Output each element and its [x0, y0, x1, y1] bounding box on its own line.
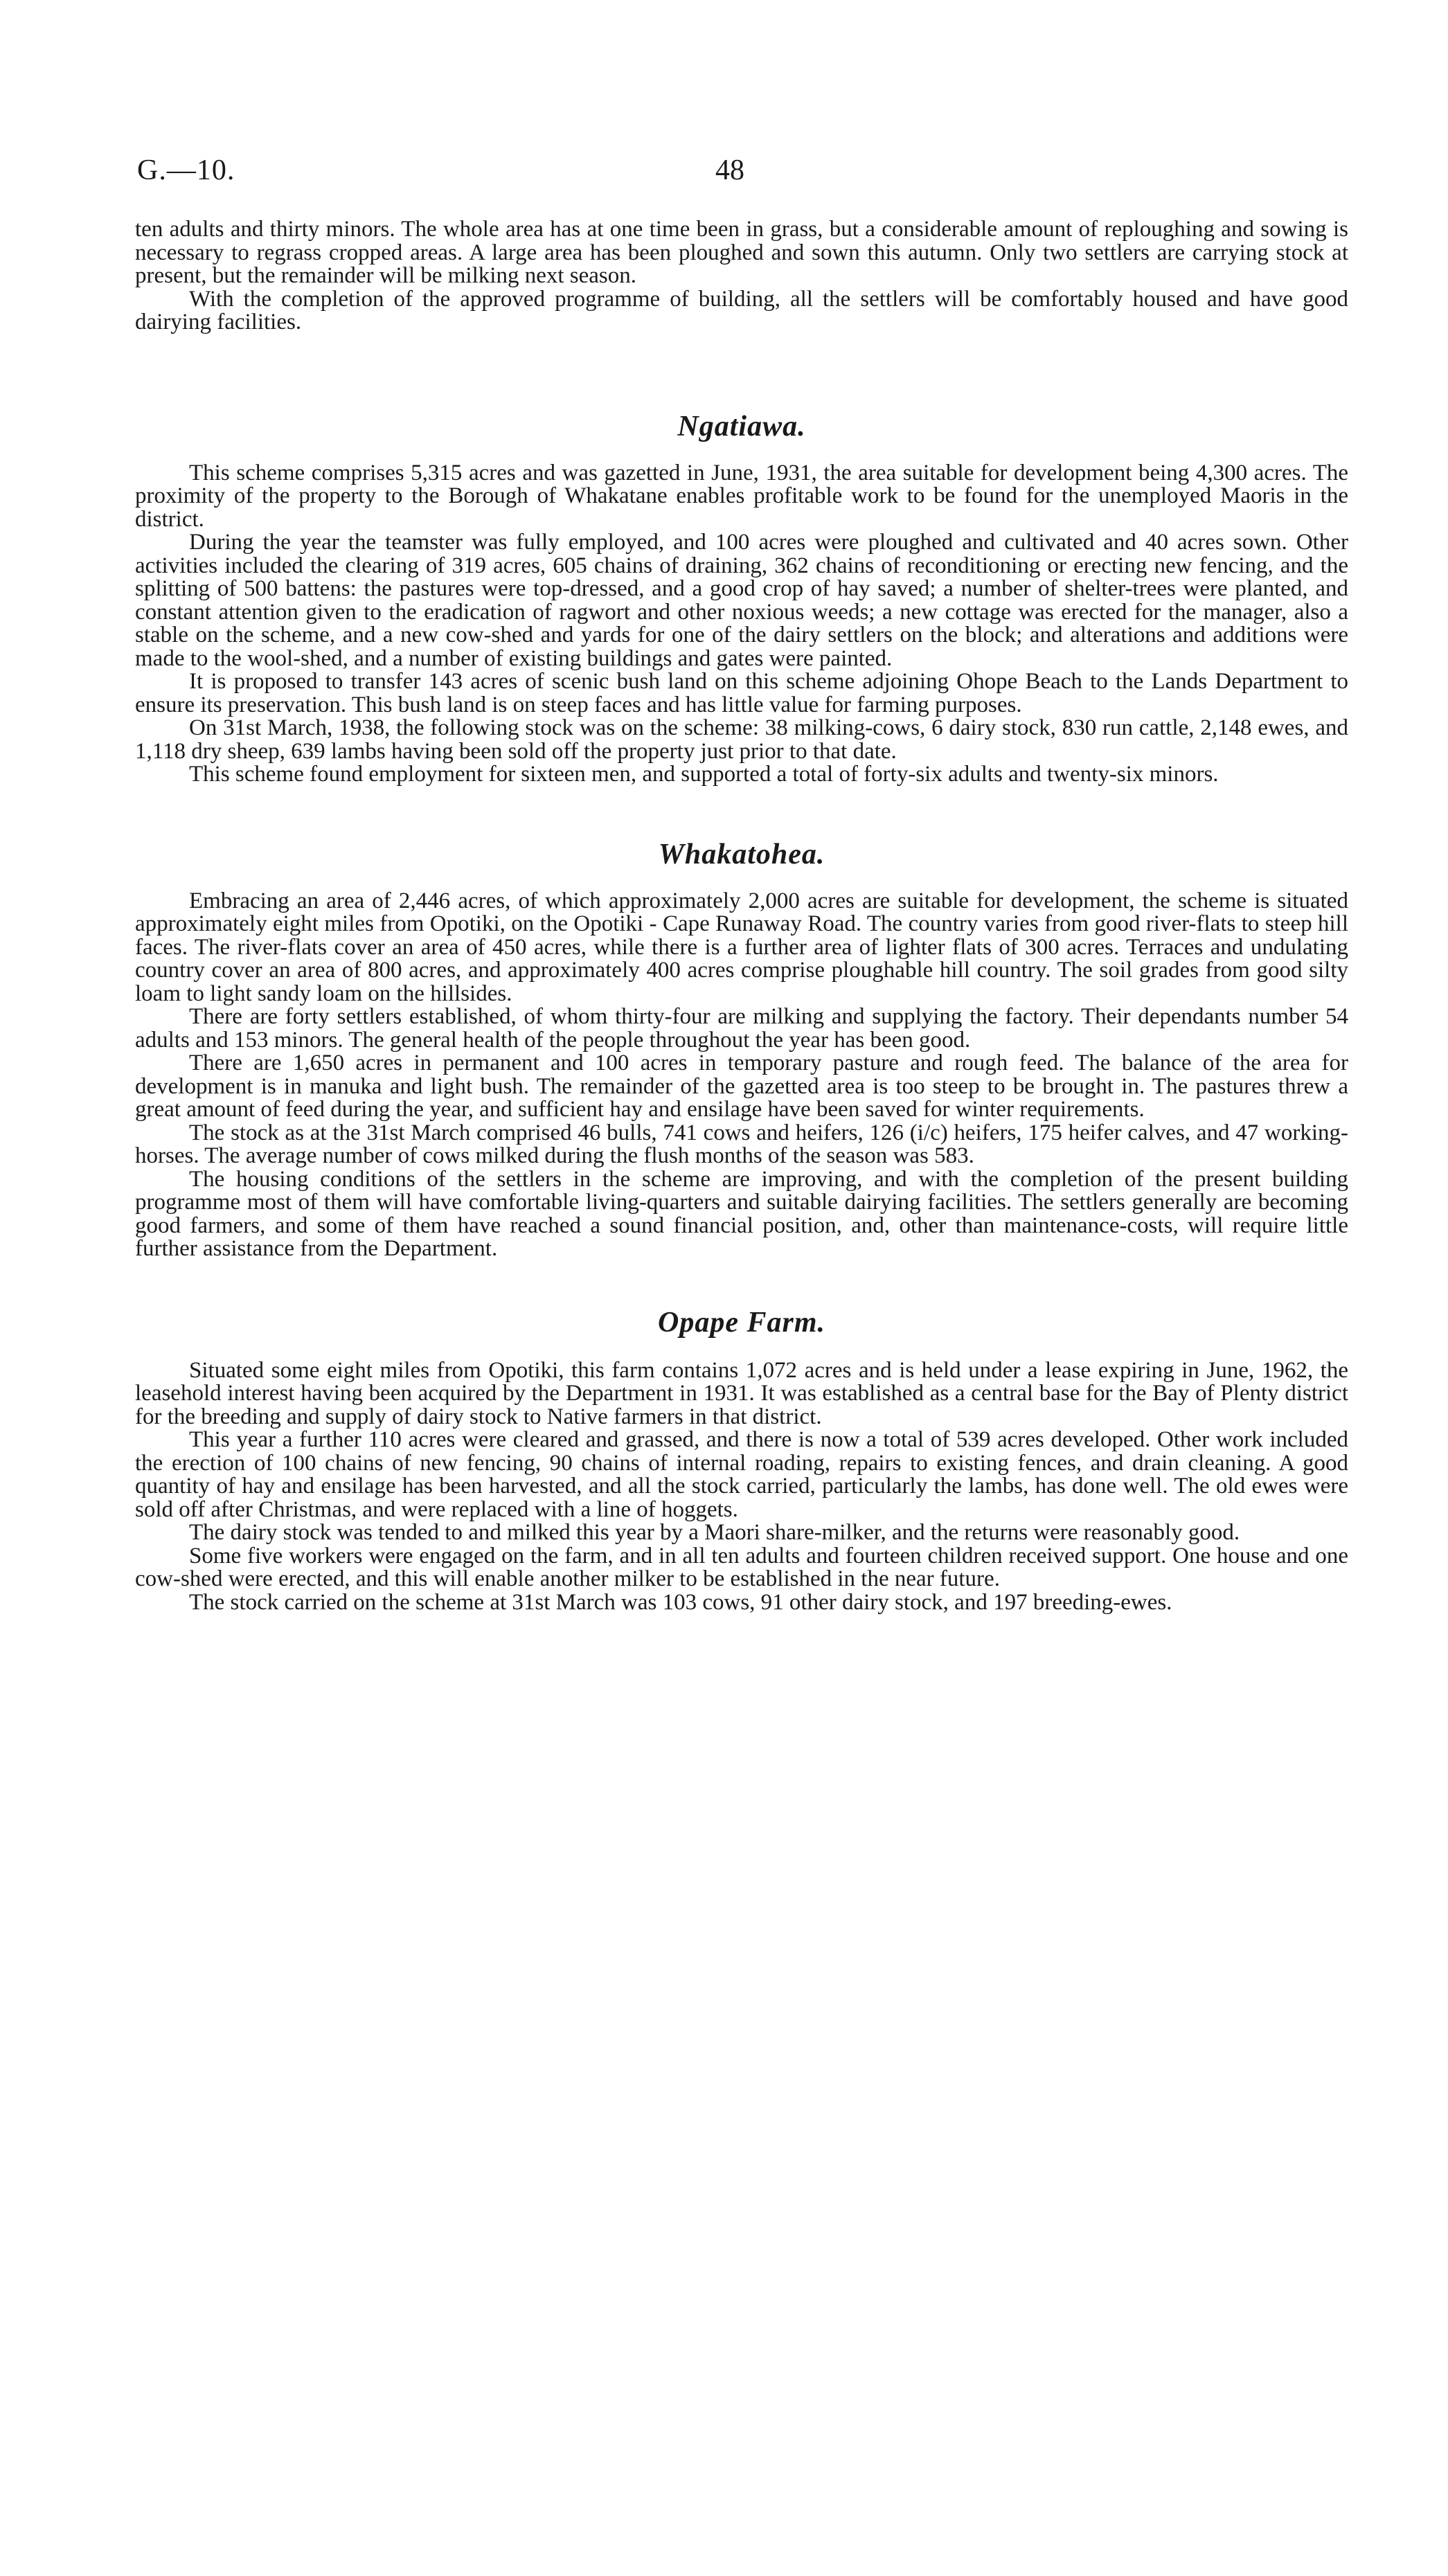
whakatohea-paragraph: There are forty settlers established, of whom thirty-four are milking and supplying the factory. Their dependants number 54 adults and 153 minors. The general health of the people throughout the year has been good. — [135, 1004, 1348, 1053]
section-heading-opape-farm: Opape Farm. — [658, 1306, 825, 1339]
opape-paragraph: The dairy stock was tended to and milked this year by a Maori share-milker, and the returns were reasonably good. — [189, 1520, 1240, 1545]
ngatiawa-paragraph: On 31st March, 1938, the following stock was on the scheme: 38 milking-cows, 6 dairy stock, 830 run cattle, 2,148 ewes, and 1,118 dry sheep, 639 lambs having been sold off the property just prior to that date. — [135, 715, 1348, 764]
ngatiawa-paragraph: It is proposed to transfer 143 acres of scenic bush land on this scheme adjoining Ohope Beach to the Lands Department to ensure its preservation. This bush land is on steep faces and has little value for farming purposes. — [135, 669, 1348, 717]
opape-paragraph: This year a further 110 acres were cleared and grassed, and there is now a total of 539 acres developed. Other work included the erection of 100 chains of new fencing, 90 chains of internal roading, repairs to existing fences, and drain cleaning. A good quantity of hay and ensilage has been harvested, and all the stock carried, particularly the lambs, has done well. The old ewes were sold off after Christmas, and were replaced with a line of hoggets. — [135, 1427, 1348, 1522]
intro-paragraph: With the completion of the approved programme of building, all the settlers will be comfortably housed and have good dairying facilities. — [135, 286, 1348, 334]
ngatiawa-paragraph: During the year the teamster was fully employed, and 100 acres were ploughed and cultivated and 40 acres sown. Other activities included the clearing of 319 acres, 605 chains of draining, 362 chains of reconditioning or erecting new fencing, and the splitting of 500 battens: the pastures were top-dressed, and a good crop of hay saved; a number of shelter-trees were planted, and constant attention given to the eradication of ragwort and other noxious weeds; a new cottage was erected for the manager, also a stable on the scheme, and a new cow-shed and yards for one of the dairy settlers on the block; and alterations and additions were made to the wool-shed, and a number of existing buildings and gates were painted. — [135, 530, 1348, 671]
whakatohea-paragraph: The stock as at the 31st March comprised 46 bulls, 741 cows and heifers, 126 (i/c) heifers, 175 heifer calves, and 47 working-horses. The average number of cows milked during the flush months of the season was 583. — [135, 1120, 1348, 1168]
document-reference: G.—10. — [137, 154, 235, 186]
page-number: 48 — [715, 154, 744, 186]
whakatohea-paragraph: There are 1,650 acres in permanent and 100 acres in temporary pasture and rough feed. The balance of the area for development is in manuka and light bush. The remainder of the gazetted area is too steep to be brought in. The pastures threw a great amount of feed during the year, and sufficient hay and ensilage have been saved for winter requirements. — [135, 1050, 1348, 1122]
opape-paragraph: The stock carried on the scheme at 31st March was 103 cows, 91 other dairy stock, and 197 breeding-ewes. — [189, 1589, 1172, 1615]
whakatohea-paragraph: Embracing an area of 2,446 acres, of which approximately 2,000 acres are suitable for development, the scheme is situated approximately eight miles from Opotiki, on the Opotiki - Cape Runaway Road. The country varies from good river-flats to steep hill faces. The river-flats cover an area of 450 acres, while there is a further area of lighter flats of 300 acres. Terraces and undulating country cover an area of 800 acres, and approximately 400 acres comprise ploughable hill country. The soil grades from good silty loam to light sandy loam on the hillsides. — [135, 888, 1348, 1006]
page-body — [135, 218, 1348, 1614]
intro-paragraph-continued: ten adults and thirty minors. The whole area has at one time been in grass, but a considerable amount of reploughing and sowing is necessary to regrass cropped areas. A large area has been ploughed and sown this autumn. Only two settlers are carrying stock at present, but the remainder will be milking next season. — [135, 217, 1348, 288]
ngatiawa-paragraph: This scheme found employment for sixteen men, and supported a total of forty-six adults and twenty-six minors. — [189, 762, 1219, 787]
ngatiawa-paragraph: This scheme comprises 5,315 acres and was gazetted in June, 1931, the area suitable for development being 4,300 acres. The proximity of the property to the Borough of Whakatane enables profitable work to be found for the unemployed Maoris in the district. — [135, 460, 1348, 532]
section-heading-whakatohea: Whakatohea. — [658, 838, 825, 870]
whakatohea-paragraph: The housing conditions of the settlers in the scheme are improving, and with the completion of the present building programme most of them will have comfortable living-quarters and suitable dairying facilities. The settlers generally are becoming good farmers, and some of them have reached a sound financial position, and, other than maintenance-costs, will require little further assistance from the Department. — [135, 1166, 1348, 1261]
opape-paragraph: Situated some eight miles from Opotiki, this farm contains 1,072 acres and is held under a lease expiring in June, 1962, the leasehold interest having been acquired by the Department in 1931. It was established as a central base for the Bay of Plenty district for the breeding and supply of dairy stock to Native farmers in that district. — [135, 1357, 1348, 1429]
section-heading-ngatiawa: Ngatiawa. — [677, 410, 806, 442]
page-header — [137, 154, 1346, 202]
opape-paragraph: Some five workers were engaged on the farm, and in all ten adults and fourteen children received support. One house and one cow-shed were erected, and this will enable another milker to be established in the near future. — [135, 1543, 1348, 1591]
